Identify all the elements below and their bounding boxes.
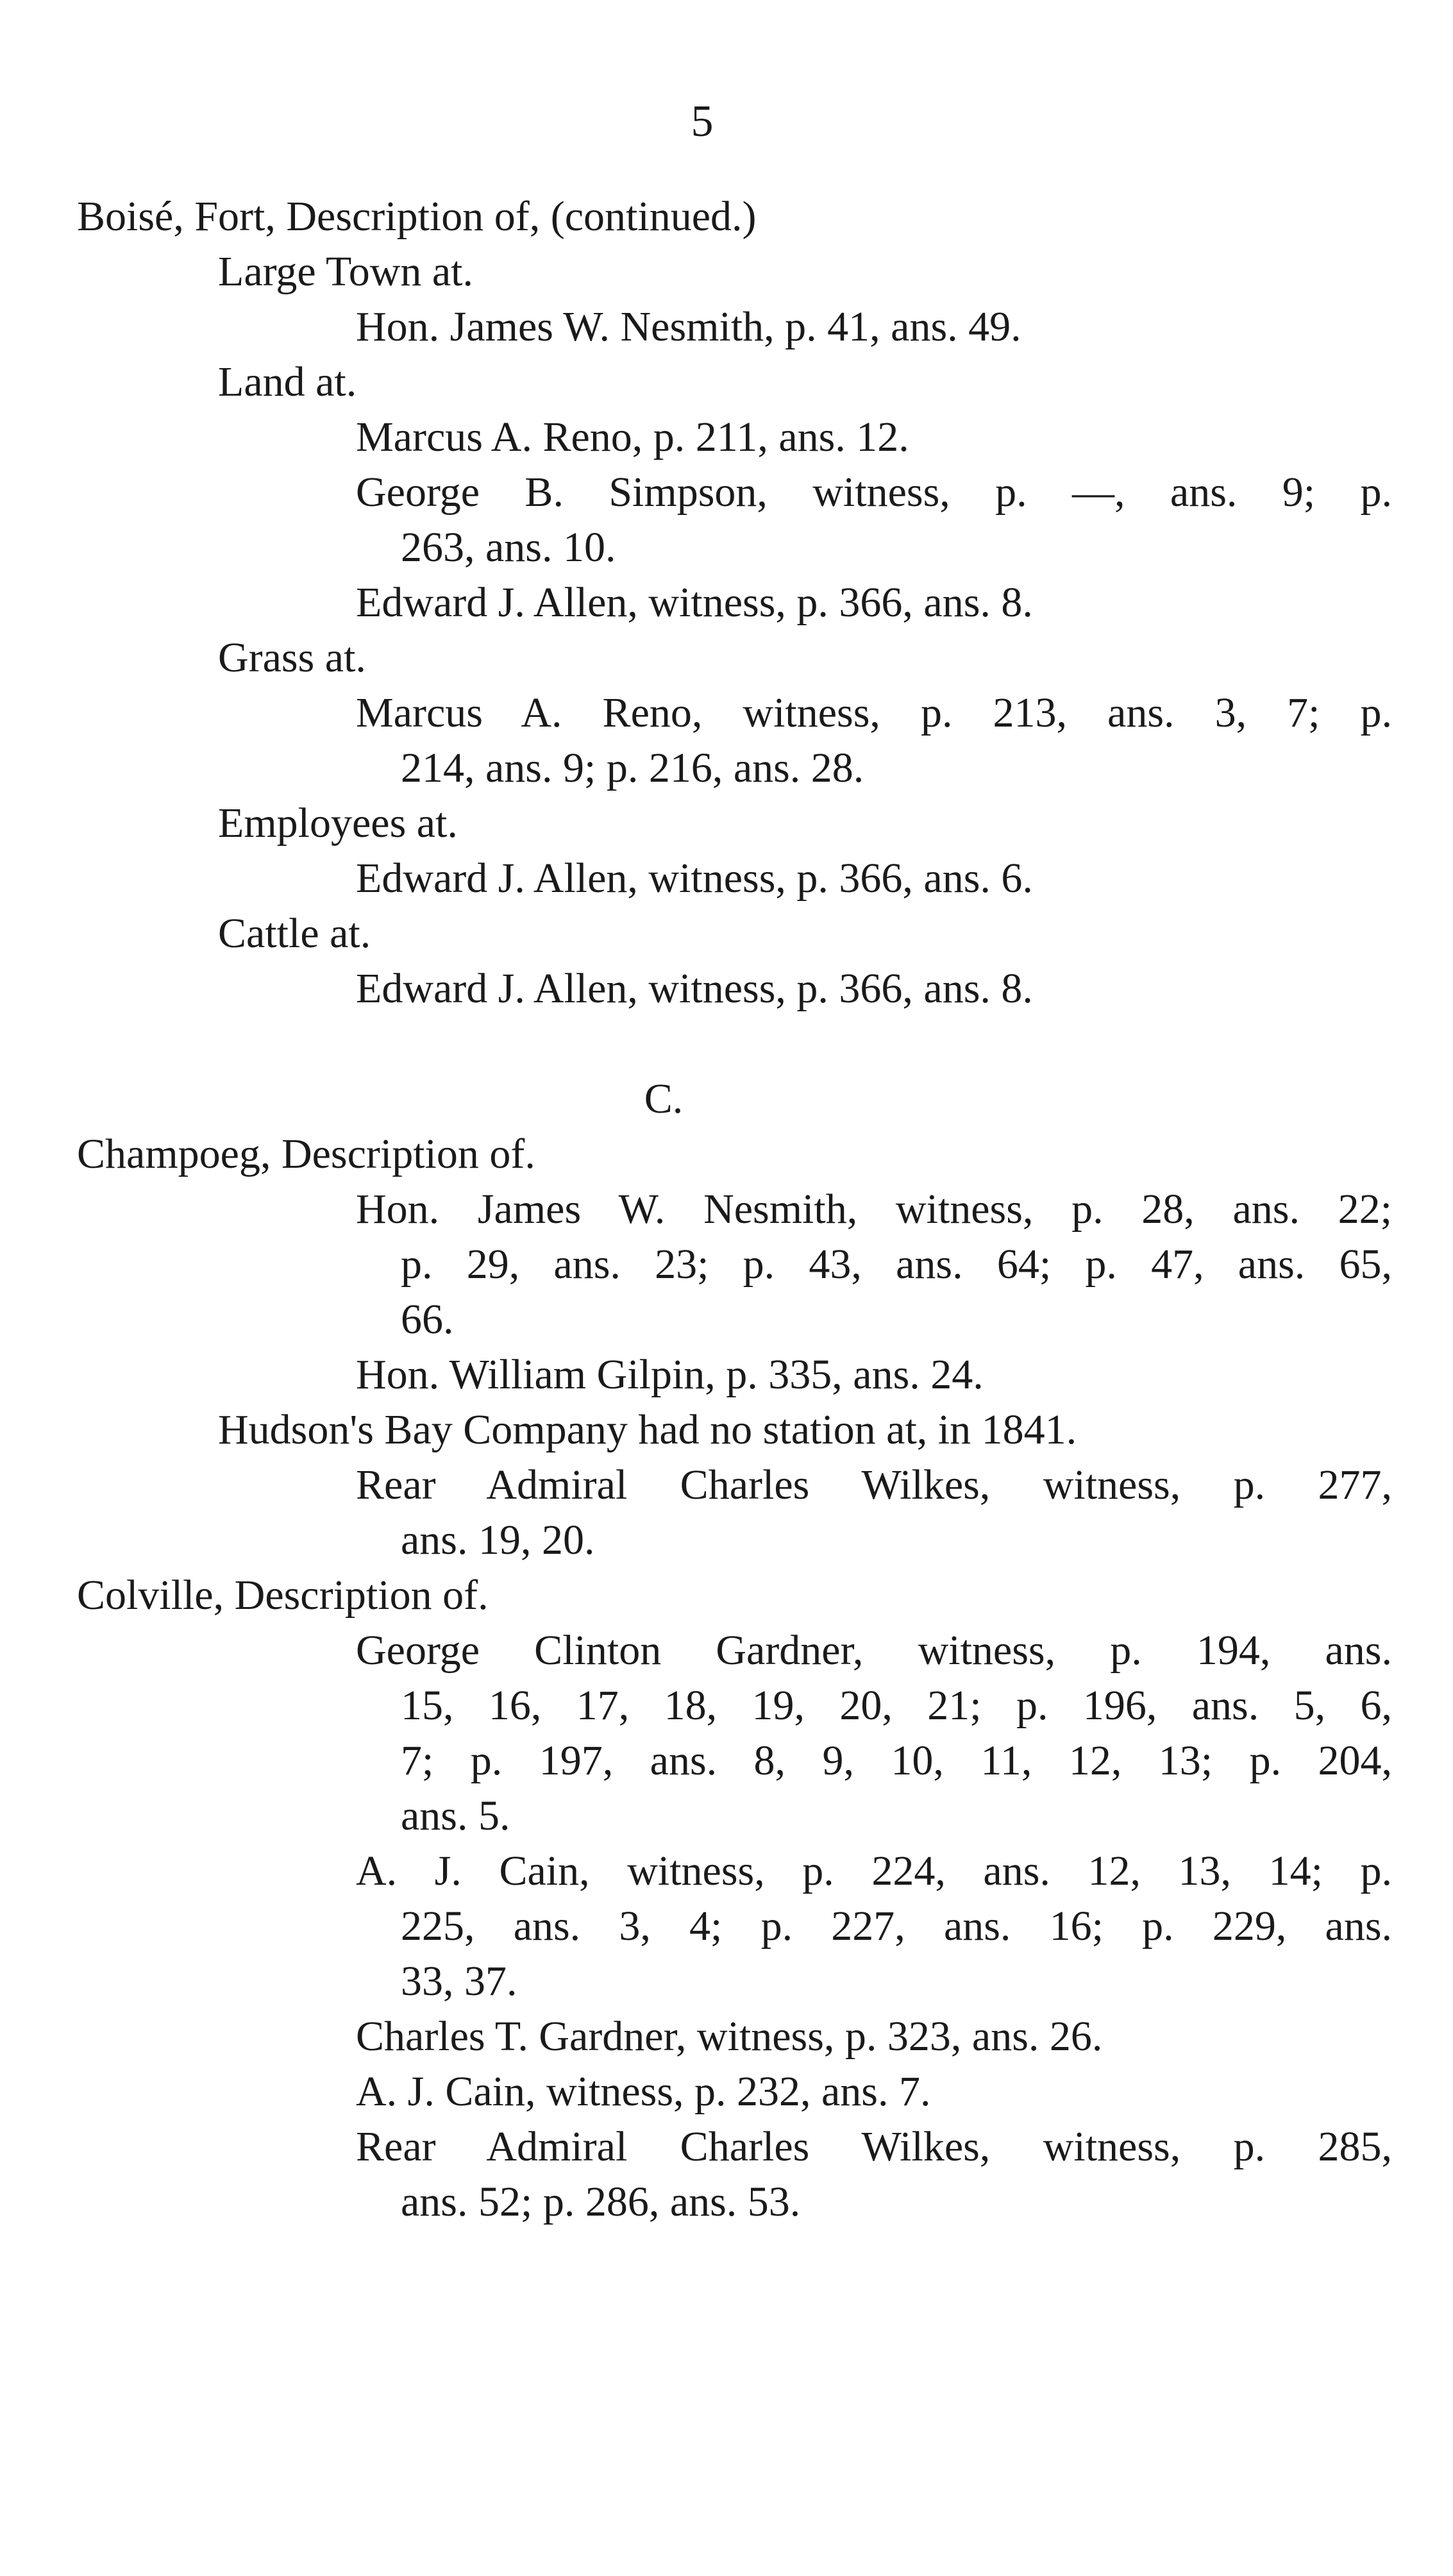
subentry-label-cattle: Cattle at. xyxy=(218,910,371,957)
reference-continuation: ans. 5. xyxy=(401,1792,510,1839)
subentry-label-employees: Employees at. xyxy=(218,800,458,846)
reference-continuation: ans. 19, 20. xyxy=(401,1517,595,1563)
reference-continuation: ans. 52; p. 286, ans. 53. xyxy=(401,2178,801,2225)
reference-line: Edward J. Allen, witness, p. 366, ans. 6. xyxy=(356,855,1033,902)
reference-continuation: 7; p. 197, ans. 8, 9, 10, 11, 12, 13; p. 204, xyxy=(401,1737,1392,1784)
reference-line: George B. Simpson, witness, p. —, ans. 9; p. xyxy=(356,469,1392,516)
reference-line: Rear Admiral Charles Wilkes, witness, p. 285, xyxy=(356,2123,1392,2170)
index-body xyxy=(77,189,1392,2230)
reference-line: Edward J. Allen, witness, p. 366, ans. 8. xyxy=(356,579,1033,626)
reference-line: Hon. James W. Nesmith, p. 41, ans. 49. xyxy=(356,303,1021,350)
reference-line: Rear Admiral Charles Wilkes, witness, p. 277, xyxy=(356,1461,1392,1508)
subentry-label-large-town: Large Town at. xyxy=(218,248,473,295)
reference-line: Edward J. Allen, witness, p. 366, ans. 8. xyxy=(356,965,1033,1012)
reference-line: A. J. Cain, witness, p. 224, ans. 12, 13, 14; p. xyxy=(356,1848,1392,1894)
subentry-label-grass: Grass at. xyxy=(218,634,366,681)
reference-continuation: 15, 16, 17, 18, 19, 20, 21; p. 196, ans. 5, 6, xyxy=(401,1682,1392,1729)
reference-continuation: p. 29, ans. 23; p. 43, ans. 64; p. 47, ans. 65, xyxy=(401,1241,1392,1288)
reference-line: Marcus A. Reno, p. 211, ans. 12. xyxy=(356,414,909,460)
reference-continuation: 66. xyxy=(401,1296,454,1343)
reference-continuation: 33, 37. xyxy=(401,1958,517,2005)
reference-continuation: 225, ans. 3, 4; p. 227, ans. 16; p. 229, ans. xyxy=(401,1903,1392,1949)
entry-heading-champoeg: Champoeg, Description of. xyxy=(77,1131,535,1177)
reference-line: Hon. William Gilpin, p. 335, ans. 24. xyxy=(356,1351,984,1398)
reference-continuation: 263, ans. 10. xyxy=(401,524,616,571)
entry-heading-boise: Boisé, Fort, Description of, (continued.) xyxy=(77,193,757,240)
reference-continuation: 214, ans. 9; p. 216, ans. 28. xyxy=(401,745,864,791)
page-number: 5 xyxy=(691,97,714,146)
reference-line: George Clinton Gardner, witness, p. 194, ans. xyxy=(356,1627,1392,1674)
subentry-label-land: Land at. xyxy=(218,358,357,405)
entry-heading-colville: Colville, Description of. xyxy=(77,1572,489,1619)
reference-line: Charles T. Gardner, witness, p. 323, ans. 26. xyxy=(356,2013,1103,2060)
subentry-label-hudsons-bay: Hudson's Bay Company had no station at, in 1841. xyxy=(218,1406,1077,1453)
section-letter-c: C. xyxy=(644,1075,684,1122)
reference-line: A. J. Cain, witness, p. 232, ans. 7. xyxy=(356,2068,931,2115)
reference-line: Hon. James W. Nesmith, witness, p. 28, ans. 22; xyxy=(356,1186,1392,1233)
reference-line: Marcus A. Reno, witness, p. 213, ans. 3, 7; p. xyxy=(356,689,1392,736)
